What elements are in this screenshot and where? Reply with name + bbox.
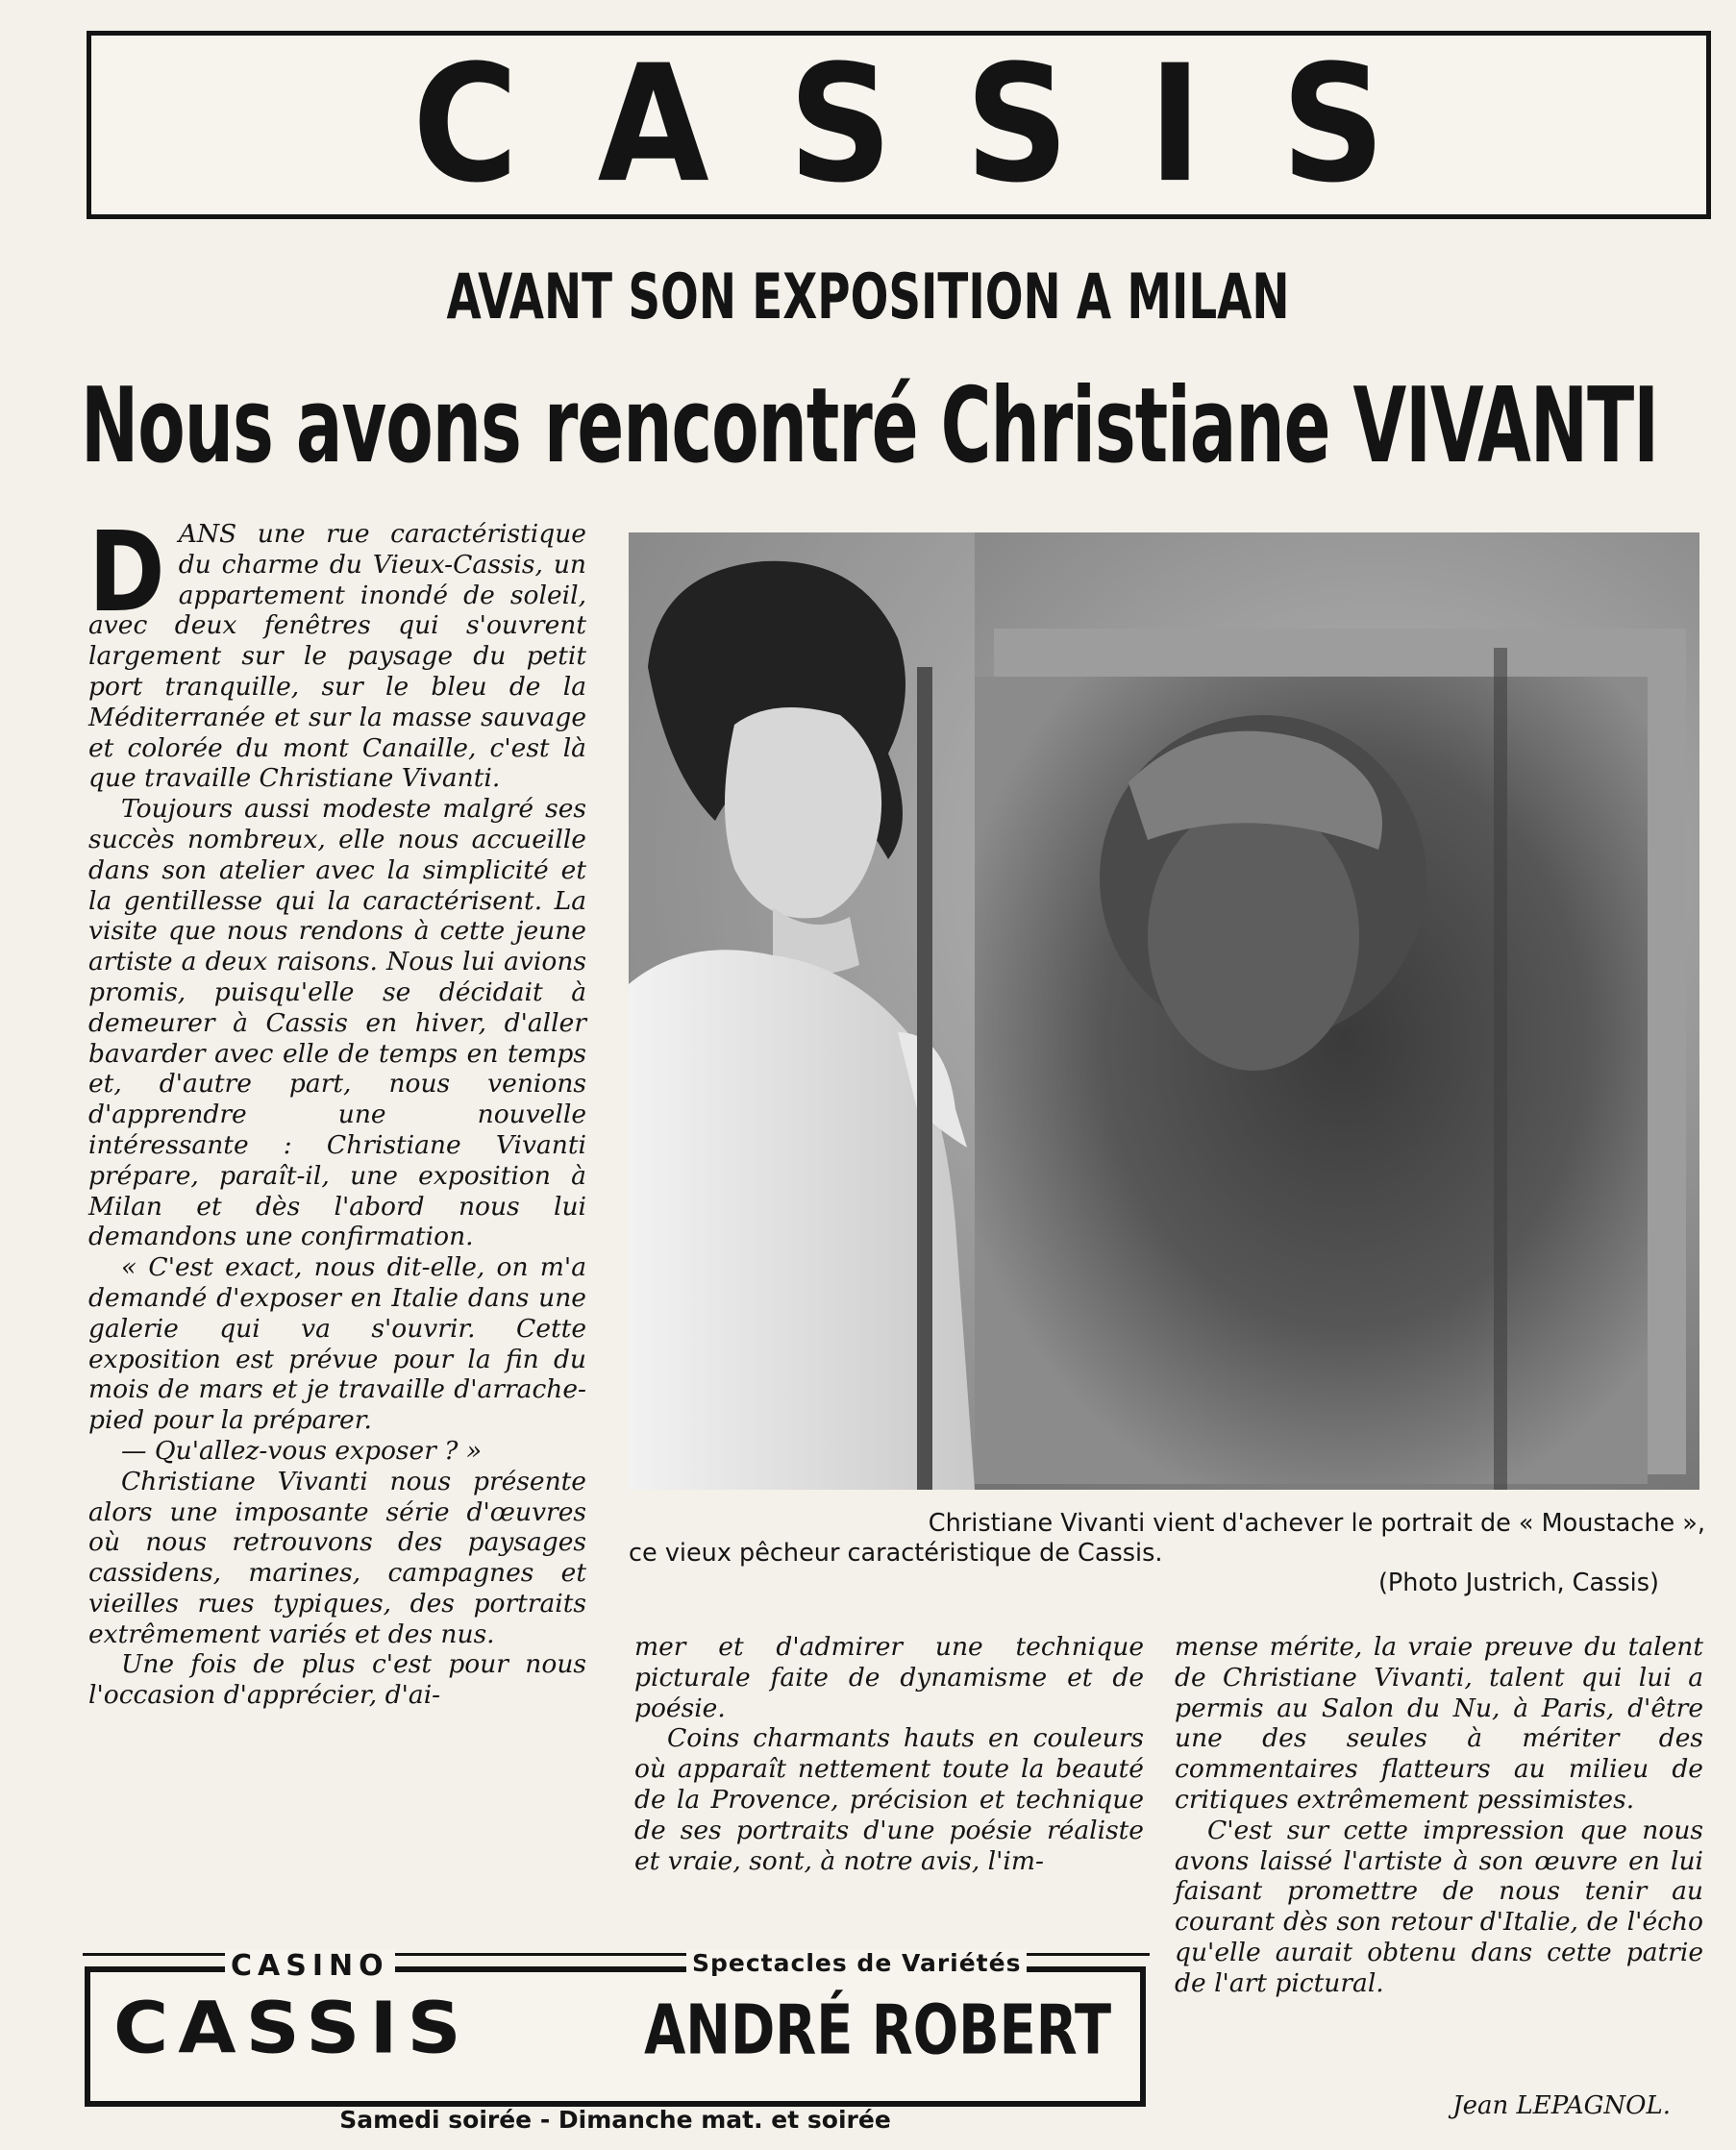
photo-credit: (Photo Justrich, Cassis) bbox=[1377, 1569, 1659, 1597]
ad-casino-name: CASSIS bbox=[113, 1988, 471, 2070]
ad-performer: ANDRÉ ROBERT bbox=[644, 1989, 1111, 2070]
author-signature: Jean LEPAGNOL. bbox=[1452, 2091, 1671, 2120]
paragraph: Coins charmants hauts en couleurs où apparaît nettement toute la beauté de la Provence, précision et technique de ses portraits d'une poésie réaliste et vraie, sont, à notre avis, l'im- bbox=[634, 1723, 1144, 1876]
paragraph: mer et d'admirer une technique picturale faite de dynamisme et de poésie. bbox=[634, 1632, 1144, 1723]
paragraph: Christiane Vivanti nous présente alors une imposante série d'œuvres où nous retrouvons des paysages cassidens, marines, campagnes et vieilles rues typiques, des portraits extrêmement variés et des nus. bbox=[88, 1466, 586, 1649]
paragraph: mense mérite, la vraie preuve du talent de Christiane Vivanti, talent qui lui a permis au Salon du Nu, à Paris, d'être une des seules à mériter des commentaires flatteurs au milieu de critiques extrêmement pessimistes. bbox=[1175, 1632, 1703, 1815]
article-column-3 bbox=[1175, 1632, 1703, 1999]
article-kicker: AVANT SON EXPOSITION A MILAN bbox=[446, 261, 1290, 334]
photo-illustration bbox=[629, 532, 1699, 1490]
paragraph: « C'est exact, nous dit-elle, on m'a demandé d'exposer en Italie dans une galerie qui va s'ouvrir. Cette exposition est prévue pour la fin du mois de mars et je travaille d'arrache-pied pour la préparer. bbox=[88, 1252, 586, 1436]
article-column-2 bbox=[634, 1632, 1144, 1876]
paragraph: Toujours aussi modeste malgré ses succès nombreux, elle nous accueille dans son atelier avec la simplicité et la gentillesse qui la caractérisent. La visite que nous rendons à cette jeune artiste a deux raisons. Nous lui avions promis, puisqu'elle se décidait à demeurer à Cassis en hiver, d'aller bavarder avec elle de temps en temps et, d'autre part, nous venions d'apprendre une nouvelle intéressante : Christiane Vivanti prépare, paraît-il, une exposition à Milan et dès l'abord nous lui demandons une confirmation. bbox=[88, 794, 586, 1252]
ad-showtimes: Samedi soirée - Dimanche mat. et soirée bbox=[339, 2106, 891, 2134]
paragraph: ANS une rue caractéristique du charme du Vieux-Cassis, un appartement inondé de soleil, avec deux fenêtres qui s'ouvrent largement sur le paysage du petit port tranquille, sur le bleu de la Méditerranée et sur la masse sauvage et colorée du mont Canaille, c'est là que travaille Christiane Vivanti. bbox=[88, 519, 586, 794]
article-photo bbox=[629, 532, 1699, 1490]
article-headline bbox=[81, 365, 1705, 486]
ad-casino-label: CASINO bbox=[225, 1949, 395, 1983]
masthead-box bbox=[87, 31, 1711, 219]
photo-caption bbox=[629, 1509, 1705, 1598]
casino-advertisement bbox=[85, 1949, 1146, 2134]
caption-line-2: ce vieux pêcheur caractéristique de Cassis. bbox=[629, 1539, 1163, 1568]
caption-line-1: Christiane Vivanti vient d'achever le portrait de « Moustache », bbox=[928, 1509, 1705, 1538]
headline-name: Christiane VIVANTI bbox=[940, 365, 1658, 486]
paragraph: C'est sur cette impression que nous avons laissé l'artiste à son œuvre en lui faisant promettre de nous tenir au courant dès son retour d'Italie, de l'écho qu'elle aurait obtenu dans cette patrie de l'art pictural. bbox=[1175, 1815, 1703, 1998]
ad-spectacles-label: Spectacles de Variétés bbox=[686, 1949, 1027, 1977]
paragraph: — Qu'allez-vous exposer ? » bbox=[121, 1435, 483, 1466]
dropcap: D bbox=[88, 507, 165, 637]
article-column-1 bbox=[88, 507, 586, 1711]
headline-prefix: Nous avons rencontré bbox=[81, 365, 918, 486]
paragraph: Une fois de plus c'est pour nous l'occasion d'apprécier, d'ai- bbox=[88, 1649, 586, 1711]
masthead-title: CASSIS bbox=[412, 31, 1465, 219]
